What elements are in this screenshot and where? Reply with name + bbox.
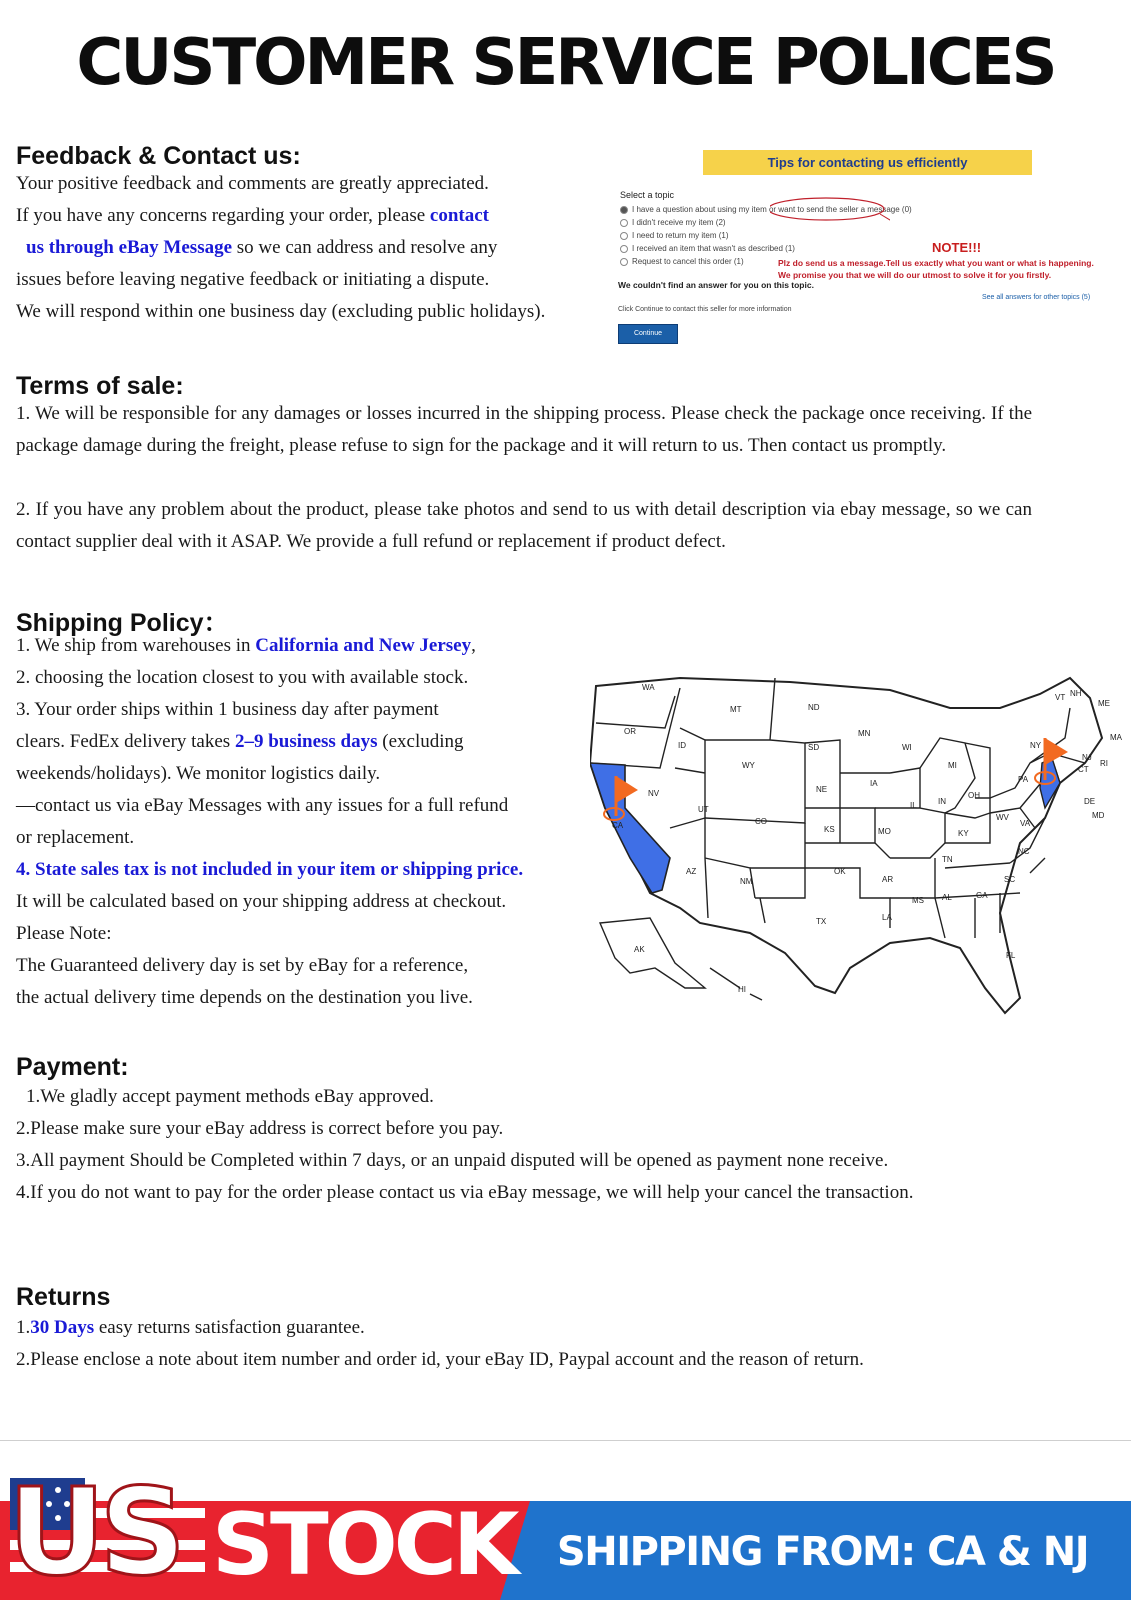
state-label-nj: NJ <box>1082 753 1092 762</box>
shipping-line-5: weekends/holidays). We monitor logistics daily. <box>16 763 381 784</box>
state-label-nd: ND <box>808 703 820 712</box>
shipping-line-1-text: 1. We ship from warehouses in <box>16 635 256 656</box>
state-label-oh: OH <box>968 791 980 800</box>
payment-heading: Payment: <box>16 1053 129 1081</box>
state-label-la: LA <box>882 913 892 922</box>
terms-paragraph-1: 1. We will be responsible for any damages or losses incurred in the shipping process. Please check the package once receiving. If the package damage during the freight, please refuse to sign for the package and it will return to us. Then contact us promptly. <box>16 403 1032 456</box>
state-label-wy: WY <box>742 761 755 770</box>
payment-line-4: 4.If you do not want to pay for the order please contact us via eBay message, we will help your cancel the transaction. <box>16 1182 914 1203</box>
feedback-line-3 <box>26 232 497 264</box>
state-label-co: CO <box>755 817 767 826</box>
radio-icon[interactable] <box>620 232 628 240</box>
state-label-nh: NH <box>1070 689 1082 698</box>
topic-option-label: I received an item that wasn't as described (1) <box>632 244 795 253</box>
radio-icon[interactable] <box>620 219 628 227</box>
state-label-az: AZ <box>686 867 697 876</box>
state-label-ak: AK <box>634 945 645 954</box>
topic-option-2[interactable] <box>620 231 728 240</box>
ebay-message-link[interactable]: us through eBay Message <box>26 237 233 258</box>
select-topic-label: Select a topic <box>620 190 675 200</box>
click-continue-text: Click Continue to contact this seller for more information <box>618 306 792 313</box>
state-label-ne: NE <box>816 785 828 794</box>
delivery-days: 2–9 business days <box>234 731 378 752</box>
returns-line-1-text: easy returns satisfaction guarantee. <box>94 1317 365 1338</box>
topic-option-label: I have a question about using my item or want to send the seller a message (0) <box>632 205 912 214</box>
state-label-md: MD <box>1092 811 1105 820</box>
state-label-wv: WV <box>996 813 1009 822</box>
state-label-ok: OK <box>834 867 846 876</box>
state-label-id: ID <box>678 741 686 750</box>
state-label-al: AL <box>942 893 952 902</box>
continue-button[interactable]: Continue <box>618 324 678 344</box>
payment-line-1: 1.We gladly accept payment methods eBay approved. <box>26 1086 434 1107</box>
state-label-ct: CT <box>1078 765 1089 774</box>
shipping-from-text: SHIPPING FROM: CA & NJ <box>556 1529 1089 1575</box>
state-label-mi: MI <box>948 761 957 770</box>
state-label-de: DE <box>1084 797 1096 806</box>
shipping-heading: Shipping Policy： <box>16 609 229 637</box>
state-label-il: IL <box>910 801 917 810</box>
tips-panel <box>620 148 1130 348</box>
state-label-nc: NC <box>1018 847 1030 856</box>
radio-icon[interactable] <box>620 258 628 266</box>
shipping-line-6: —contact us via eBay Messages with any issues for a full refund <box>16 795 509 816</box>
shipping-line-1 <box>16 630 476 662</box>
returns-line-1 <box>16 1312 365 1344</box>
returns-heading: Returns <box>16 1283 111 1311</box>
return-days: 30 Days <box>30 1317 95 1338</box>
shipping-line-11: The Guaranteed delivery day is set by eBay for a reference, <box>16 955 469 976</box>
state-label-pa: PA <box>1018 775 1029 784</box>
state-label-or: OR <box>624 727 636 736</box>
state-label-ny: NY <box>1030 741 1042 750</box>
state-label-ga: GA <box>976 891 988 900</box>
state-label-sd: SD <box>808 743 820 752</box>
feedback-line-2 <box>16 200 489 232</box>
topic-option-4[interactable] <box>620 257 744 266</box>
shipping-line-1-comma: , <box>471 635 476 656</box>
state-label-ma: MA <box>1110 733 1122 742</box>
state-label-ar: AR <box>882 875 894 884</box>
topic-option-label: Request to cancel this order (1) <box>632 257 744 266</box>
warehouse-locations: California and New Jersey <box>255 635 472 656</box>
note-title: NOTE!!! <box>932 240 982 255</box>
returns-line-2: 2.Please enclose a note about item number and order id, your eBay ID, Paypal account and the reason of return. <box>16 1349 864 1370</box>
terms-paragraph-2: 2. If you have any problem about the product, please take photos and send to us with detail description via ebay message, so we can contact supplier deal with it ASAP. We provide a full refund or replacement if product defect. <box>16 499 1032 552</box>
terms-heading: Terms of sale: <box>16 372 184 400</box>
note-line-2: We promise you that we will do our utmost to solve it for you firstly. <box>778 270 1052 280</box>
tips-bar: Tips for contacting us efficiently <box>703 150 1032 175</box>
topic-option-label: I need to return my item (1) <box>632 231 729 240</box>
no-answer-text: We couldn't find an answer for you on this topic. <box>618 280 814 290</box>
state-label-fl: FL <box>1006 951 1016 960</box>
topic-option-label: I didn't receive my item (2) <box>632 218 726 227</box>
annotation-ellipse-arrow <box>770 194 890 264</box>
state-label-ky: KY <box>958 829 969 838</box>
state-label-ri: RI <box>1100 759 1108 768</box>
please-note-label: Please Note: <box>16 923 112 944</box>
feedback-line-3-text: so we can address and resolve any <box>232 237 498 258</box>
state-label-ms: MS <box>912 896 924 905</box>
returns-line-1-num: 1. <box>16 1317 31 1338</box>
state-label-vt: VT <box>1055 693 1066 702</box>
state-label-mo: MO <box>878 827 891 836</box>
shipping-line-9: It will be calculated based on your shipping address at checkout. <box>16 891 507 912</box>
state-label-hi: HI <box>738 985 746 994</box>
shipping-line-2: 2. choosing the location closest to you with available stock. <box>16 667 469 688</box>
state-label-tx: TX <box>816 917 827 926</box>
state-label-nm: NM <box>740 877 753 886</box>
topic-option-3[interactable] <box>620 244 795 253</box>
state-label-mn: MN <box>858 729 871 738</box>
state-label-nv: NV <box>648 789 660 798</box>
state-label-ca: CA <box>612 821 624 830</box>
state-label-wa: WA <box>642 683 655 692</box>
shipping-line-4 <box>16 726 464 758</box>
state-label-ia: IA <box>870 779 878 788</box>
page-title: CUSTOMER SERVICE POLICES <box>76 26 1055 100</box>
sales-tax-note: 4. State sales tax is not included in your item or shipping price. <box>16 859 524 880</box>
radio-icon[interactable] <box>620 245 628 253</box>
state-label-wi: WI <box>902 743 912 752</box>
feedback-line-1: Your positive feedback and comments are greatly appreciated. <box>16 173 489 194</box>
feedback-heading: Feedback & Contact us: <box>16 142 301 170</box>
feedback-line-2-text: If you have any concerns regarding your order, please <box>16 205 430 226</box>
us-stock-banner <box>0 1464 1131 1603</box>
section-divider <box>0 1440 1131 1441</box>
state-label-in: IN <box>938 797 946 806</box>
state-label-sc: SC <box>1004 875 1016 884</box>
shipping-line-7: or replacement. <box>16 827 135 848</box>
shipping-line-4-end: (excluding <box>377 731 464 752</box>
shipping-line-3: 3. Your order ships within 1 business day after payment <box>16 699 439 720</box>
annotation-arrow <box>880 214 890 238</box>
note-line-1: Plz do send us a message.Tell us exactly what you want or what is happening. <box>778 258 1094 268</box>
radio-selected-icon[interactable] <box>620 206 628 214</box>
feedback-line-5: We will respond within one business day (excluding public holidays). <box>16 301 546 322</box>
state-label-ks: KS <box>824 825 835 834</box>
payment-line-3: 3.All payment Should be Completed within 7 days, or an unpaid disputed will be opened as payment none receive. <box>16 1150 889 1171</box>
contact-link[interactable]: contact <box>429 205 489 226</box>
state-label-mt: MT <box>730 705 742 714</box>
highlight-ellipse <box>770 198 884 220</box>
state-label-ut: UT <box>698 805 709 814</box>
shipping-line-4-text: clears. FedEx delivery takes <box>16 731 235 752</box>
topic-option-1[interactable] <box>620 218 726 227</box>
state-label-tn: TN <box>942 855 953 864</box>
stock-text: STOCK <box>212 1495 516 1595</box>
feedback-line-4: issues before leaving negative feedback or initiating a dispute. <box>16 269 490 290</box>
state-label-me: ME <box>1098 699 1110 708</box>
payment-line-2: 2.Please make sure your eBay address is correct before you pay. <box>16 1118 504 1139</box>
usa-map <box>590 668 1130 1020</box>
us-text: US <box>8 1464 180 1603</box>
state-label-va: VA <box>1020 819 1031 828</box>
see-all-link[interactable]: See all answers for other topics (5) <box>982 294 1091 301</box>
shipping-line-12: the actual delivery time depends on the destination you live. <box>16 987 473 1008</box>
